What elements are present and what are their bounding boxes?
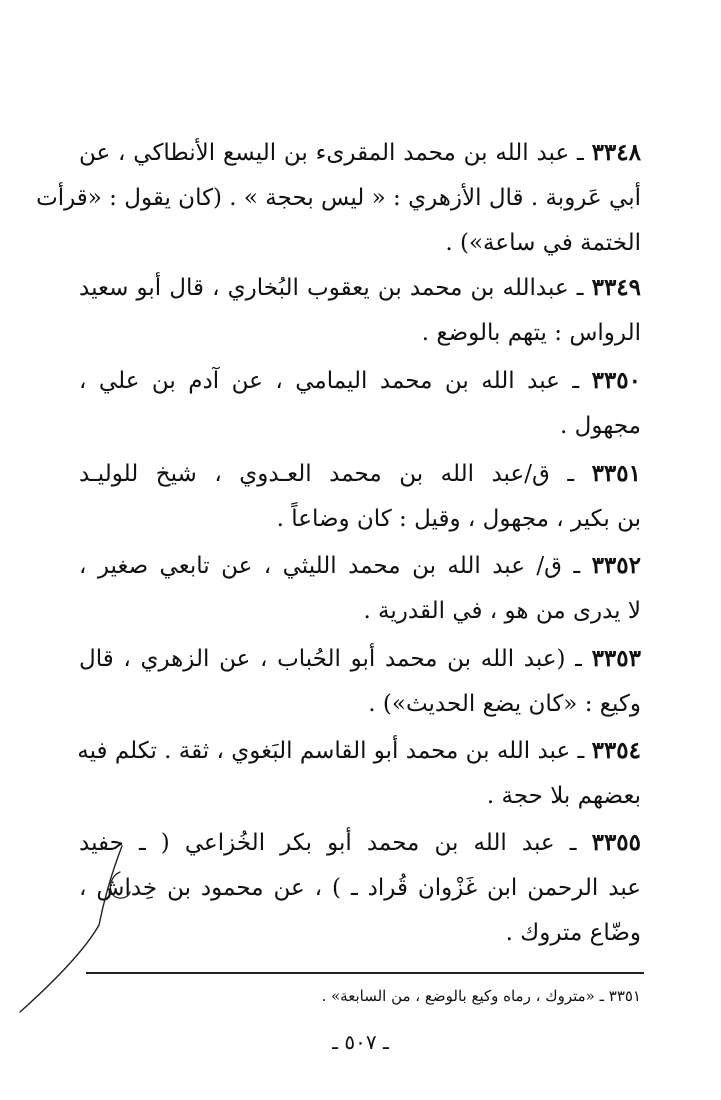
entry-number: ٣٣٤٨ (591, 139, 641, 166)
page-number: ـ ٥٠٧ ـ (332, 1030, 389, 1054)
entry-number: ٣٣٤٩ (591, 274, 642, 301)
entry-text: ـ ق/ عبد الله بن محمد الليثي ، عن تابعي صغير ، (79, 553, 581, 579)
entry-number: ٣٣٥٤ (591, 737, 641, 764)
entry-text: ـ عبد الله بن محمد المقرىء بن اليسع الأنطاكي ، عن (79, 140, 584, 166)
entry-text: ـ عبدالله بن محمد بن يعقوب البُخاري ، قال أبو سعيد (79, 275, 584, 301)
entry-number: ٣٣٥١ (591, 460, 641, 487)
entry-line: أبي عَروبة . قال الأزهري : « ليس بحجة » . (كان يقول : «قرأت (36, 185, 641, 211)
entry-line: بن بكير ، مجهول ، وقيل : كان وضاعاً . (276, 506, 641, 532)
entry-number: ٣٣٥٢ (591, 552, 641, 579)
entry-line (79, 827, 641, 859)
entry-line (79, 137, 641, 169)
entry-line: عبد الرحمن ابن غَزْوان قُراد ـ ) ، عن محمود بن خِداش ، (79, 875, 641, 901)
entry-line: وضّاع متروك . (505, 920, 641, 946)
entry-number: ٣٣٥٠ (591, 367, 641, 394)
entry-number: ٣٣٥٥ (591, 829, 642, 856)
entry-line (79, 643, 641, 675)
entry-line: بعضهم بلا حجة . (486, 783, 641, 809)
entry-line (79, 272, 641, 304)
entry-text: ـ عبد الله بن محمد أبو القاسم البَغوي ، ثقة . تكلم فيه (77, 738, 585, 764)
footnote-divider (86, 972, 644, 974)
entry-text: ـ (عبد الله بن محمد أبو الحُباب ، عن الزهري ، قال (79, 646, 582, 672)
entry-line: وكيع : «كان يضع الحديث») . (368, 691, 641, 717)
entry-number: ٣٣٥٣ (591, 645, 641, 672)
footnote: ٣٣٥١ ـ «متروك ، رماه وكيع بالوضع ، من السابعة» . (321, 987, 641, 1005)
entry-line (79, 365, 641, 397)
entry-line (79, 458, 641, 490)
entry-line: الرواس : يتهم بالوضع . (421, 320, 641, 346)
entry-text: ـ عبد الله بن محمد أبو بكر الخُزاعي ( ـ حفيد (79, 830, 577, 856)
entry-text: ـ ق/عبد الله بن محمد العـدوي ، شيخ للوليـد (79, 461, 575, 487)
entry-line: الختمة في ساعة») . (445, 230, 641, 256)
entry-text: ـ عبد الله بن محمد اليمامي ، عن آدم بن علي ، (79, 368, 580, 394)
entry-line: مجهول . (560, 413, 641, 439)
entry-line (79, 735, 641, 767)
entry-line: لا يدرى من هو ، في القدرية . (363, 598, 641, 624)
entry-line (79, 550, 641, 582)
